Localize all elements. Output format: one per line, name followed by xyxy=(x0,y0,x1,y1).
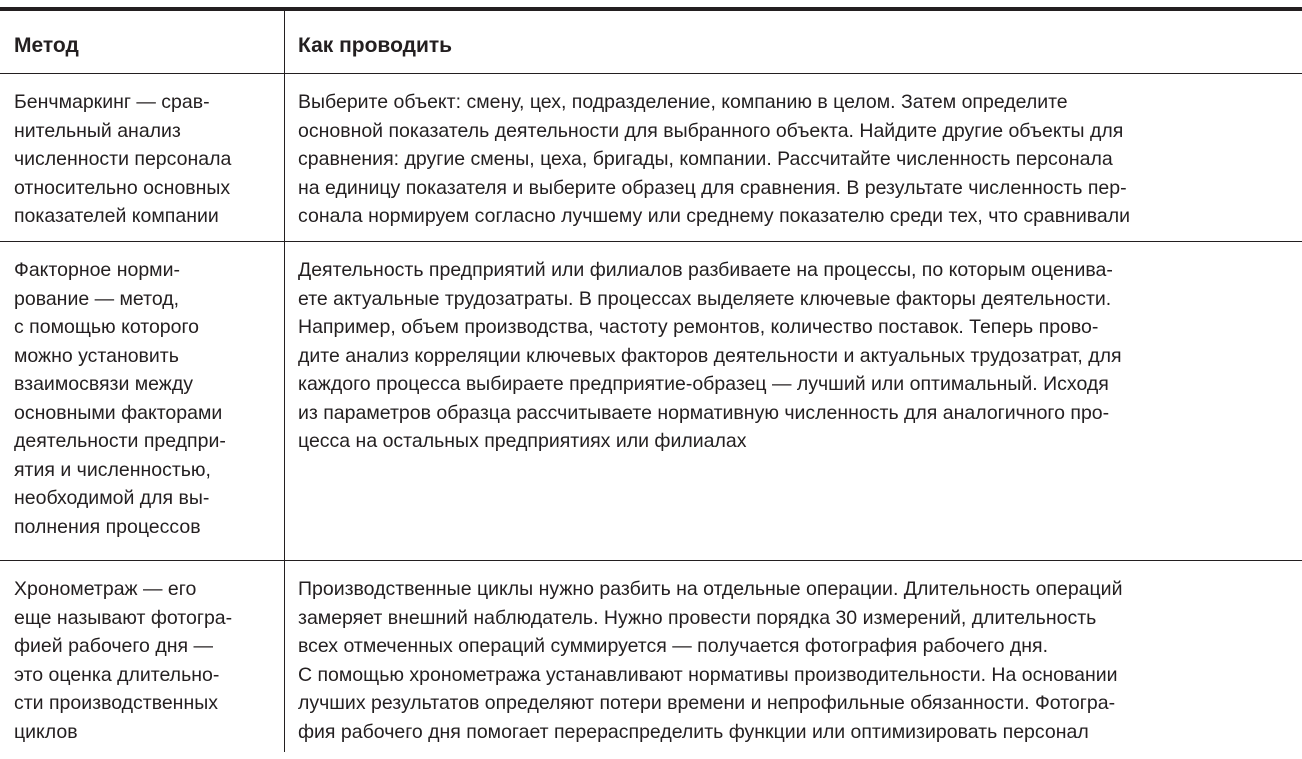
how-line: сонала нормируем согласно лучшему или среднему показателю среди тех, что сравнивали xyxy=(298,205,1131,227)
how-line: ете актуальные трудозатраты. В процессах выделяете ключевые факторы деятельности. xyxy=(298,287,1112,310)
table-row xyxy=(0,242,1302,561)
method-line: полнения процессов xyxy=(14,515,201,538)
method-line: показателей компании xyxy=(14,205,219,227)
method-line: относительно основных xyxy=(14,176,231,199)
how-cell xyxy=(285,561,1302,752)
how-line: всех отмеченных операций суммируется — получается фотография рабочего дня. xyxy=(298,635,1048,657)
method-line: рование — метод, xyxy=(14,287,180,310)
method-line: взаимосвязи между xyxy=(14,373,193,395)
how-cell xyxy=(285,74,1302,241)
method-line: с помощью которого xyxy=(14,316,200,338)
header-how: Как проводить xyxy=(298,34,453,57)
how-line: дите анализ корреляции ключевых факторов деятельности и актуальных трудозатрат, для xyxy=(298,344,1122,367)
how-line: основной показатель деятельности для выбранного объекта. Найдите другие объекты для xyxy=(298,119,1124,142)
how-line: каждого процесса выбираете предприятие-образец — лучший или оптимальный. Исходя xyxy=(298,373,1109,395)
how-cell xyxy=(285,242,1302,560)
method-line: основными факторами xyxy=(14,401,223,424)
how-line: Например, объем производства, частоту ремонтов, количество поставок. Теперь прово- xyxy=(298,316,1099,338)
header-method: Метод xyxy=(0,11,285,73)
how-line: фия рабочего дня помогает перераспределить функции или оптимизировать персонал xyxy=(298,720,1089,743)
how-line: цесса на остальных предприятиях или филиалах xyxy=(298,430,747,452)
how-line: С помощью хронометража устанавливают нормативы производительности. На основании xyxy=(298,663,1118,686)
method-line: циклов xyxy=(14,720,78,743)
method-line: ятия и численностью, xyxy=(14,458,211,481)
how-line: замеряет внешний наблюдатель. Нужно провести порядка 30 измерений, длительность xyxy=(298,606,1097,629)
how-line: на единицу показателя и выберите образец для сравнения. В результате численность пер- xyxy=(298,176,1127,199)
method-line: можно установить xyxy=(14,344,179,367)
how-line: Деятельность предприятий или филиалов разбиваете на процессы, по которым оценива- xyxy=(298,259,1113,281)
how-line: Производственные циклы нужно разбить на отдельные операции. Длительность операций xyxy=(298,578,1123,600)
method-cell xyxy=(0,561,285,752)
how-line: сравнения: другие смены, цеха, бригады, компании. Рассчитайте численность персонала xyxy=(298,148,1113,170)
method-line: Бенчмаркинг — срав- xyxy=(14,91,210,113)
method-line: еще называют фотогра- xyxy=(14,606,233,629)
method-cell xyxy=(0,242,285,560)
table-header-row xyxy=(0,11,1302,74)
method-cell xyxy=(0,74,285,241)
method-line: это оценка длительно- xyxy=(14,663,220,686)
method-line: необходимой для вы- xyxy=(14,487,210,509)
how-line: из параметров образца рассчитываете нормативную численность для аналогичного про- xyxy=(298,401,1110,424)
how-line: лучших результатов определяют потери времени и непрофильные обязанности. Фотогра- xyxy=(298,692,1116,714)
method-line: фией рабочего дня — xyxy=(14,635,213,657)
table-row xyxy=(0,561,1302,752)
methods-table xyxy=(0,7,1302,752)
table-row xyxy=(0,74,1302,242)
how-line: Выберите объект: смену, цех, подразделение, компанию в целом. Затем определите xyxy=(298,91,1068,113)
method-line: Хронометраж — его xyxy=(14,578,197,600)
method-line: сти производственных xyxy=(14,692,218,714)
method-line: деятельности предпри- xyxy=(14,430,226,452)
method-line: Факторное норми- xyxy=(14,259,180,281)
method-line: нительный анализ xyxy=(14,119,181,142)
method-line: численности персонала xyxy=(14,148,232,170)
